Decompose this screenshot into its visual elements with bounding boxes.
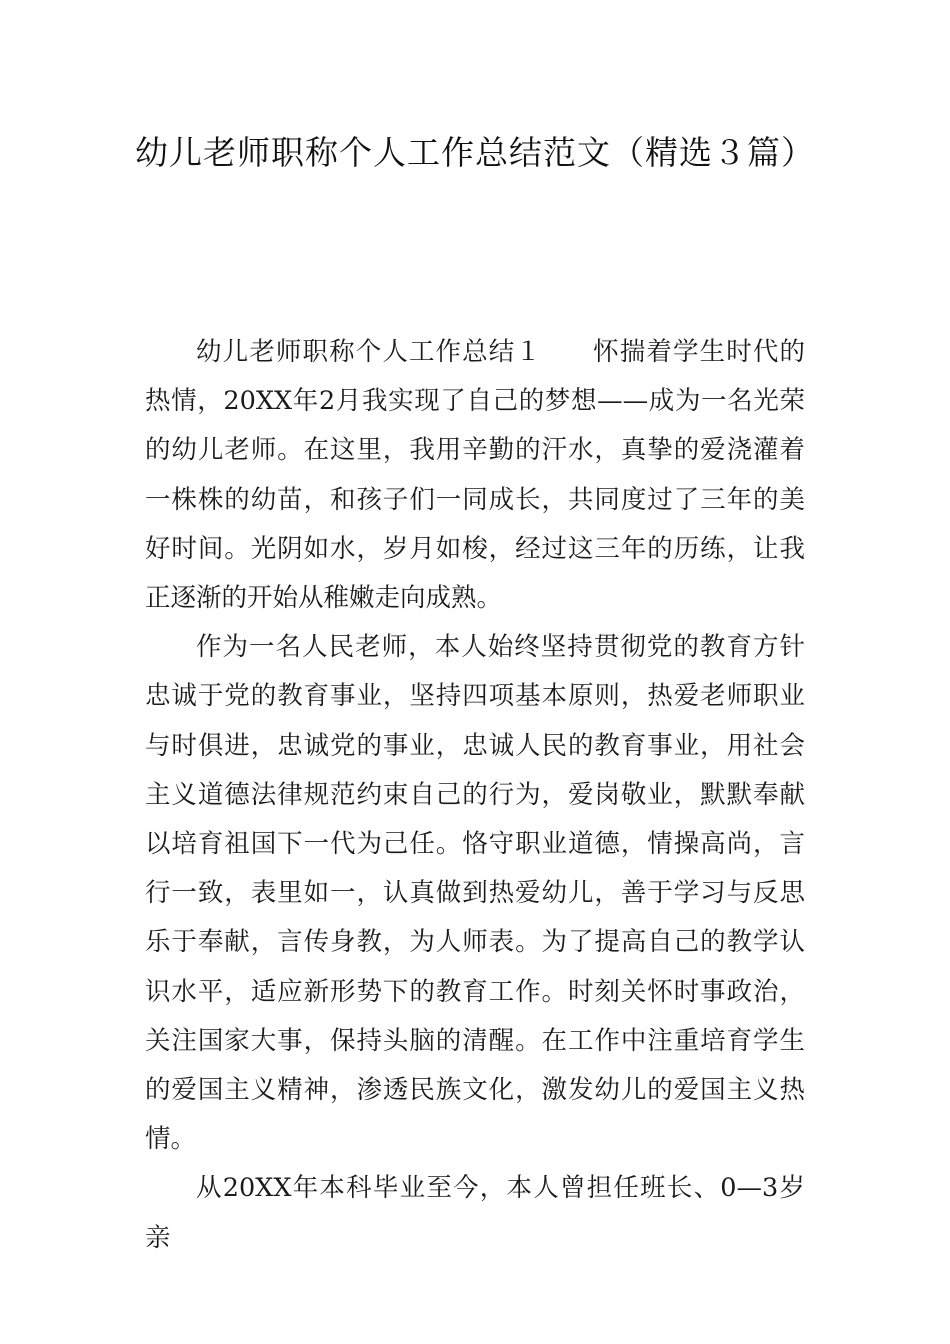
- document-title: 幼儿老师职称个人工作总结范文（精选３篇）: [135, 133, 815, 172]
- paragraph-text: 怀揣着学生时代的热情，20XX年2月我实现了自己的梦想——成为一名光荣的幼儿老师。在这里，我用辛勤的汗水，真挚的爱浇灌着一株株的幼苗，和孩子们一同成长，共同度过了三年的美好时间。光阴如水，岁月如梭，经过这三年的历练，让我正逐渐的开始从稚嫩走向成熟。: [145, 337, 805, 614]
- paragraph-3: [145, 1164, 805, 1262]
- paragraph-2: [145, 623, 805, 1164]
- paragraph-text: 作为一名人民老师，本人始终坚持贯彻党的教育方针忠诚于党的教育事业，坚持四项基本原则，热爱老师职业与时俱进，忠诚党的事业，忠诚人民的教育事业，用社会主义道德法律规范约束自己的行为，爱岗敬业，默默奉献以培育祖国下一代为己任。恪守职业道德，情操高尚，言行一致，表里如一，认真做到热爱幼儿，善于学习与反思乐于奉献，言传身教，为人师表。为了提高自己的教学认识水平，适应新形势下的教育工作。时刻关怀时事政治，关注国家大事，保持头脑的清醒。在工作中注重培育学生的爱国主义精神，渗透民族文化，激发幼儿的爱国主义热情。: [145, 632, 805, 1155]
- section-heading: 幼儿老师职称个人工作总结１: [196, 337, 543, 367]
- document-body: [145, 328, 805, 1263]
- paragraph-1: [145, 328, 805, 623]
- paragraph-text: 从20XX年本科毕业至今，本人曾担任班长、0—3岁亲: [145, 1173, 805, 1253]
